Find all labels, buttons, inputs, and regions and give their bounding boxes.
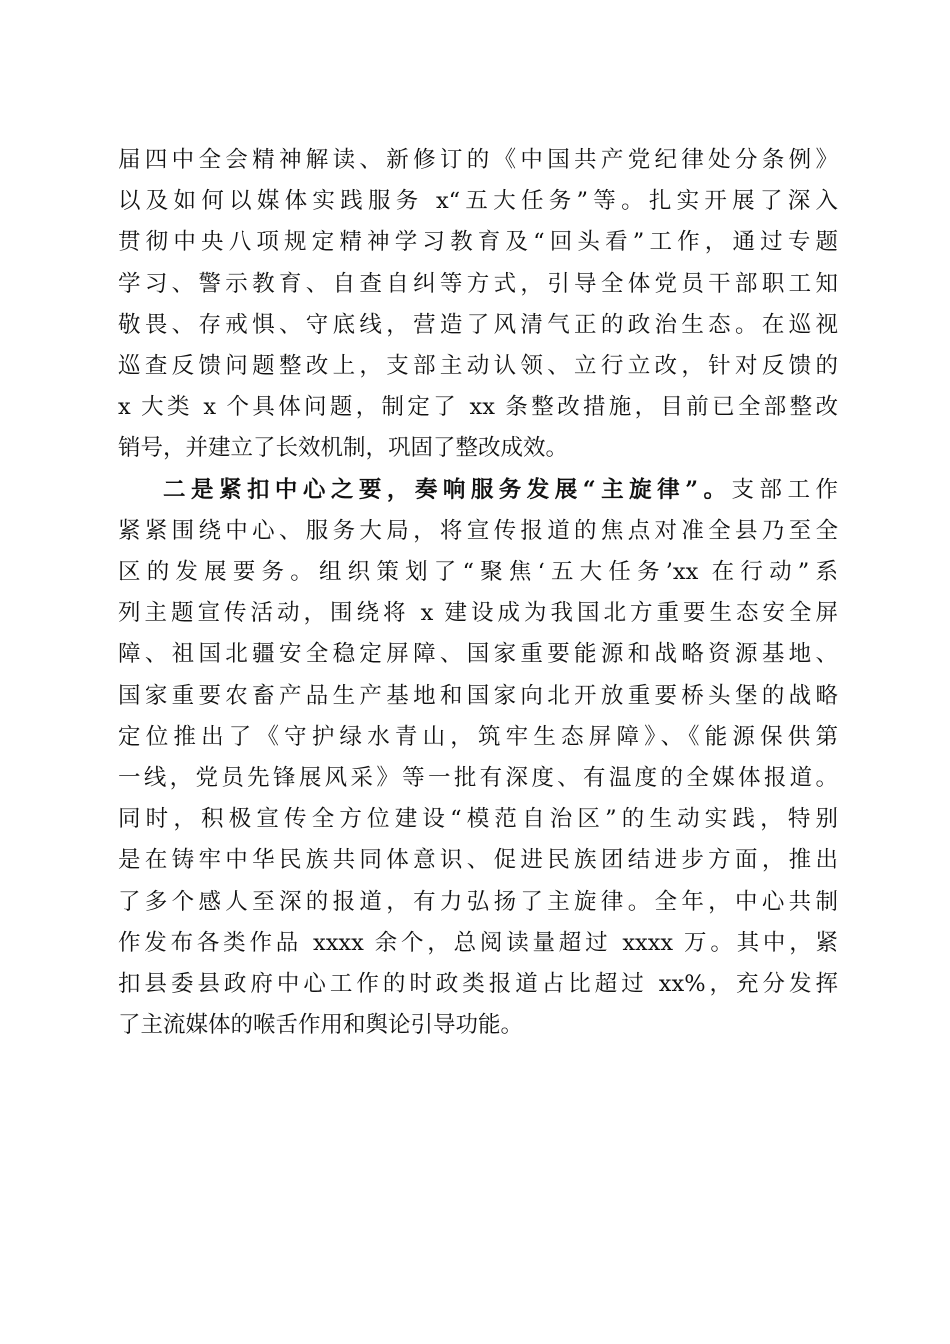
- document-body: [118, 140, 838, 1046]
- text-line: 是在铸牢中华民族共同体意识、促进民族团结进步方面，推出: [118, 847, 838, 874]
- text-fragment: 支部工作: [731, 476, 838, 503]
- text-line: 作发布各类作品 xxxx 余个，总阅读量超过 xxxx 万。其中，紧: [118, 929, 838, 956]
- text-line: 敬畏、存戒惧、守底线，营造了风清气正的政治生态。在巡视: [118, 311, 838, 338]
- text-line: 以及如何以媒体实践服务 x“五大任务”等。扎实开展了深入: [118, 188, 838, 215]
- text-line: 列主题宣传活动，围绕将 x 建设成为我国北方重要生态安全屏: [118, 600, 838, 627]
- text-line-first: [118, 470, 838, 511]
- paragraph-1: [118, 140, 838, 470]
- text-line: 障、祖国北疆安全稳定屏障、国家重要能源和战略资源基地、: [118, 641, 838, 668]
- text-line: 届四中全会精神解读、新修订的《中国共产党纪律处分条例》: [118, 147, 838, 173]
- paragraph-2: [118, 470, 838, 1047]
- text-line: 紧紧围绕中心、服务大局，将宣传报道的焦点对准全县乃至全: [118, 517, 838, 544]
- text-line: 国家重要农畜产品生产基地和国家向北开放重要桥头堡的战略: [118, 682, 838, 709]
- text-line: 了多个感人至深的报道，有力弘扬了主旋律。全年，中心共制: [118, 888, 838, 915]
- text-line: 同时，积极宣传全方位建设“模范自治区”的生动实践，特别: [118, 806, 838, 833]
- text-line: 了主流媒体的喉舌作用和舆论引导功能。: [118, 1012, 524, 1039]
- paragraph-lead-heading: 二是紧扣中心之要，奏响服务发展“主旋律”。: [163, 476, 732, 503]
- text-line: 扣县委县政府中心工作的时政类报道占比超过 xx%，充分发挥: [118, 971, 838, 998]
- text-line: 销号，并建立了长效机制，巩固了整改成效。: [118, 435, 569, 462]
- text-line: x 大类 x 个具体问题，制定了 xx 条整改措施，目前已全部整改: [118, 394, 838, 421]
- text-line: 一线，党员先锋展风采》等一批有深度、有温度的全媒体报道。: [118, 765, 838, 792]
- text-line: 区的发展要务。组织策划了“聚焦‘五大任务’xx 在行动”系: [118, 559, 838, 586]
- text-line: 巡查反馈问题整改上，支部主动认领、立行立改，针对反馈的: [118, 353, 838, 380]
- text-line: 贯彻中央八项规定精神学习教育及“回头看”工作，通过专题: [118, 229, 838, 256]
- text-line: 定位推出了《守护绿水青山，筑牢生态屏障》、《能源保供第: [118, 723, 838, 750]
- text-line: 学习、警示教育、自查自纠等方式，引导全体党员干部职工知: [118, 270, 838, 297]
